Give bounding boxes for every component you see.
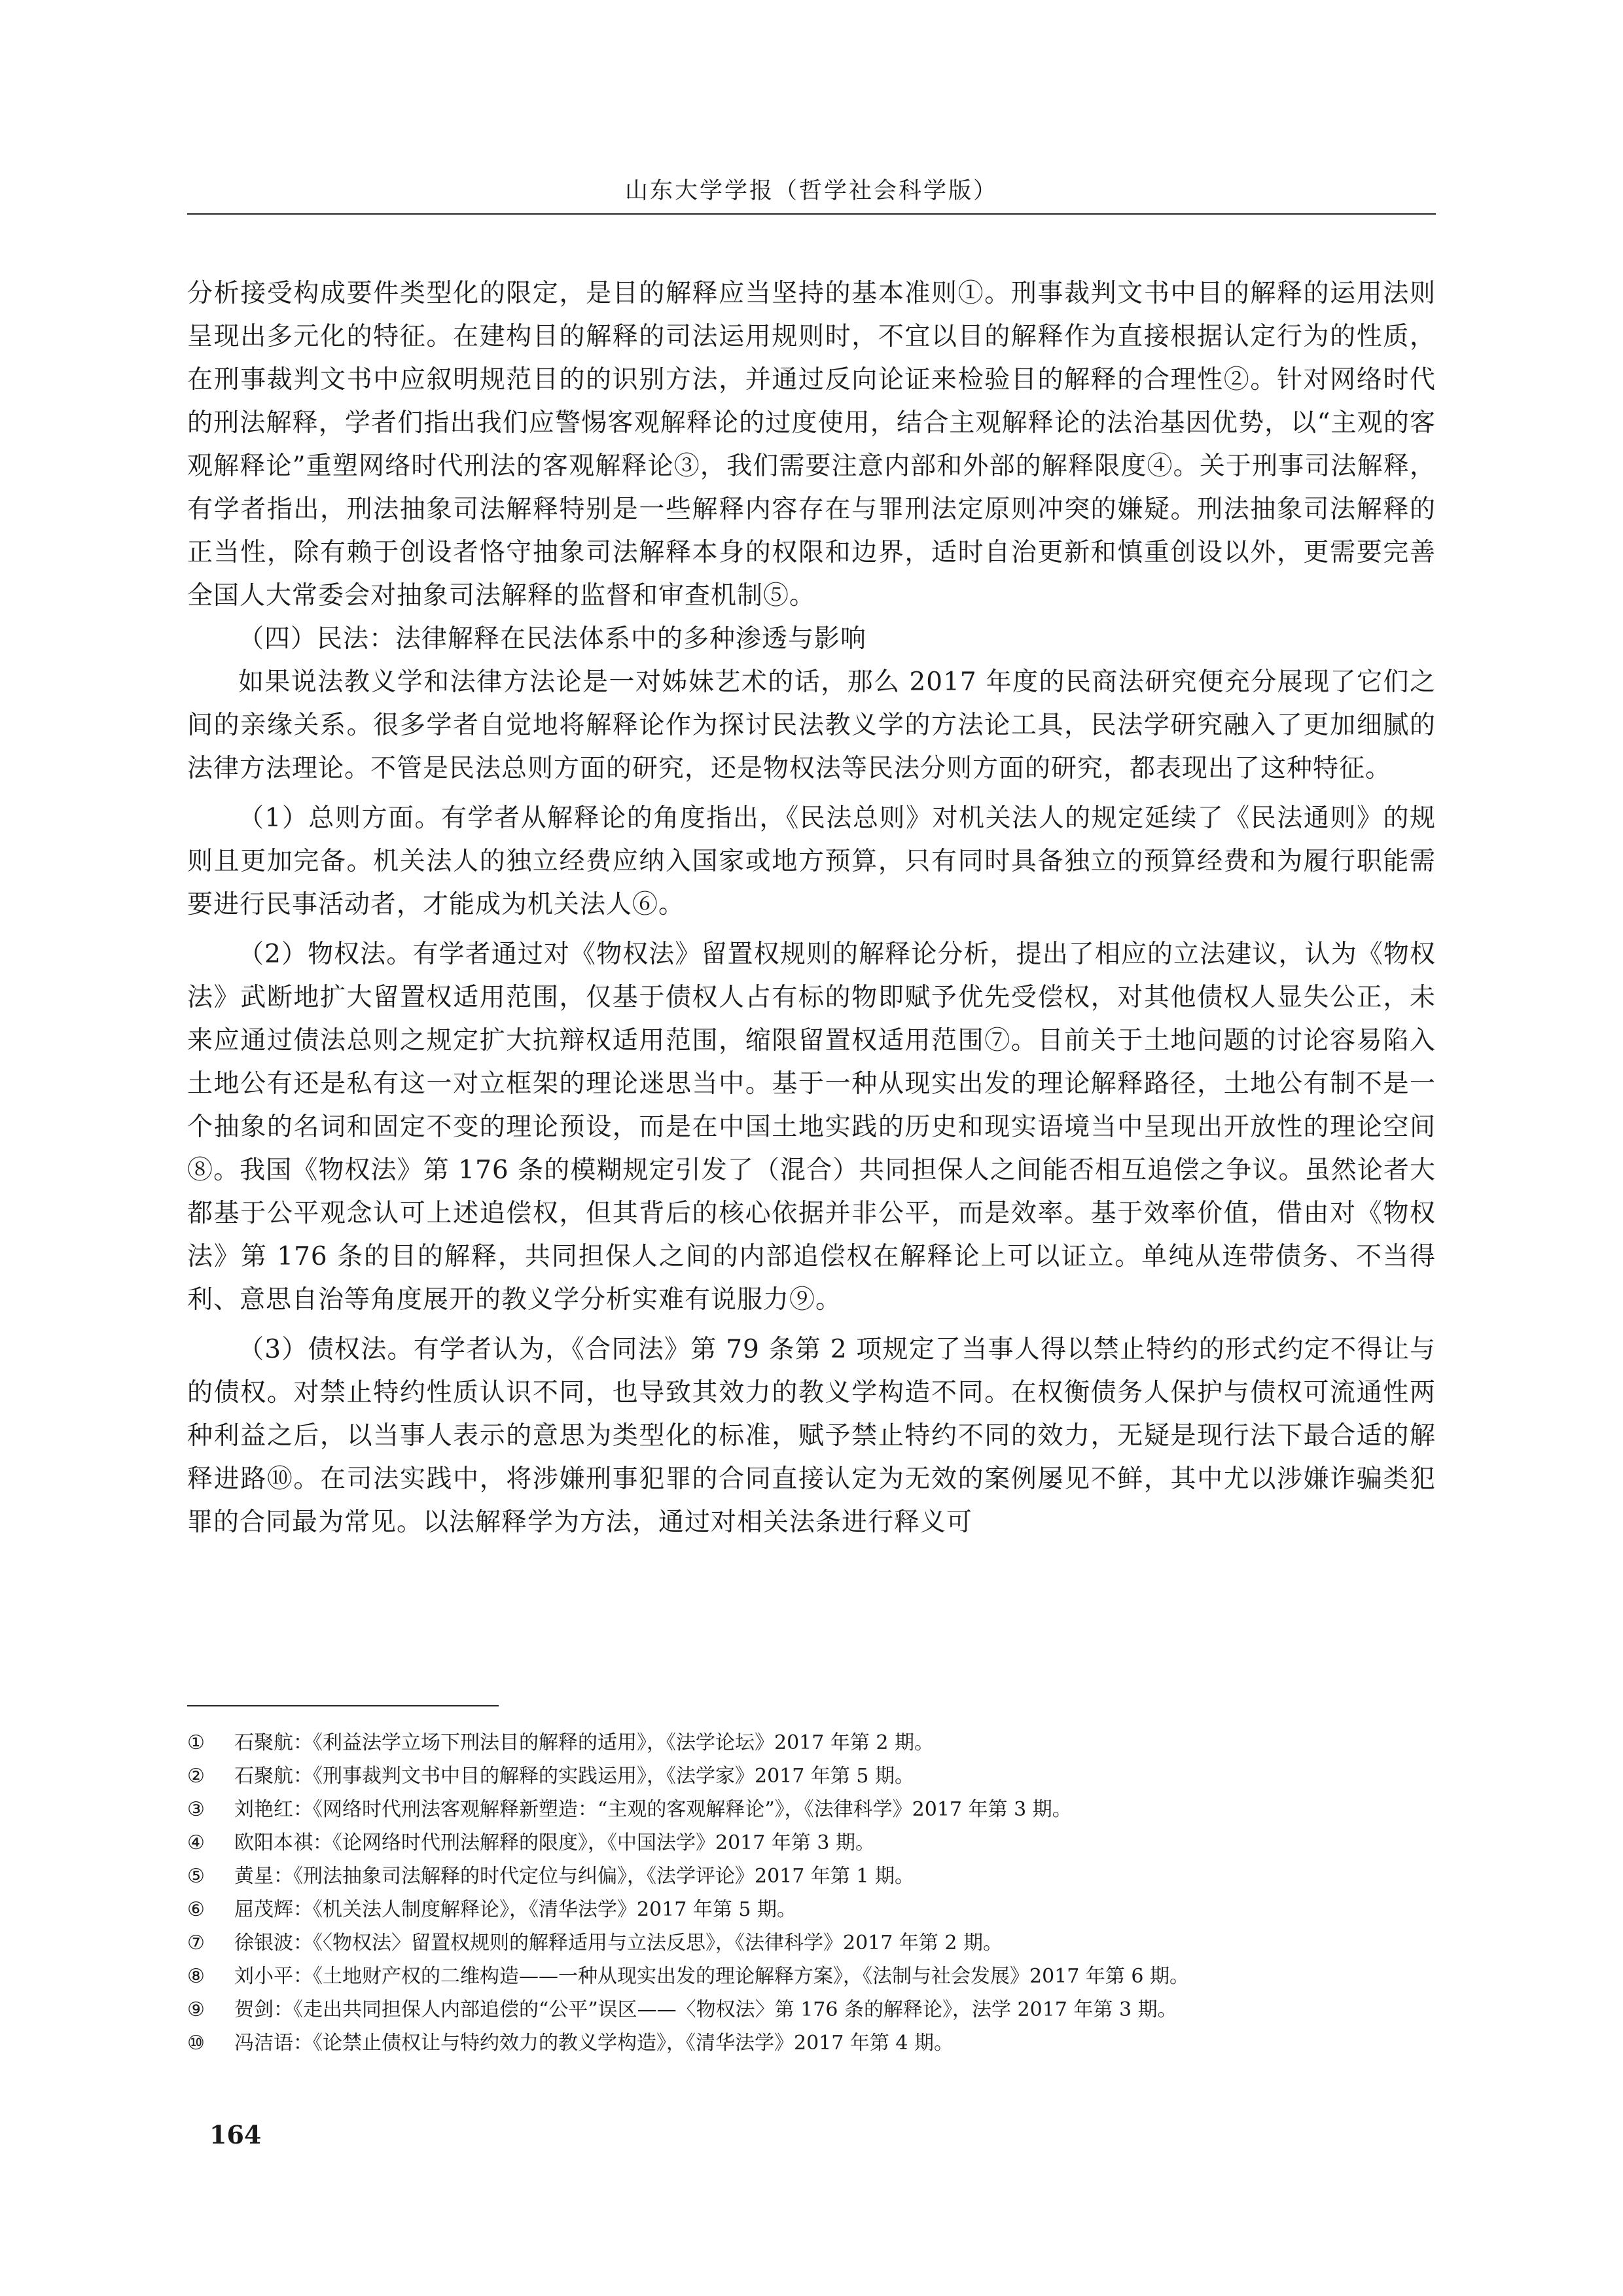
footnote [187,1860,1436,1893]
running-header: 山东大学学报（哲学社会科学版） [624,178,998,204]
footnote-marker: ② [187,1765,205,1788]
footnote-marker: ⑩ [187,2032,205,2055]
body-paragraph: 分析接受构成要件类型化的限定，是目的解释应当坚持的基本准则①。刑事裁判文书中目的解释的运用法则呈现出多元化的特征。在建构目的解释的司法运用规则时，不宜以目的解释作为直接根据认定行为的性质，在刑事裁判文书中应叙明规范目的的识别方法，并通过反向论证来检验目的解释的合理性②。针对网络时代的刑法解释，学者们指出我们应警惕客观解释论的过度使用，结合主观解释论的法治基因优势，以“主观的客观解释论”重塑网络时代刑法的客观解释论③，我们需要注意内部和外部的解释限度④。关于刑事司法解释，有学者指出，刑法抽象司法解释特别是一些解释内容存在与罪刑法定原则冲突的嫌疑。刑法抽象司法解释的正当性，除有赖于创设者恪守抽象司法解释本身的权限和边界，适时自治更新和慎重创设以外，更需要完善全国人大常委会对抽象司法解释的监督和审查机制⑤。 [187,279,1436,610]
body-paragraph: 如果说法教义学和法律方法论是一对姊妹艺术的话，那么 2017 年度的民商法研究便充分展现了它们之间的亲缘关系。很多学者自觉地将解释论作为探讨民法教义学的方法论工具，民法学研究融入了更加细腻的法律方法理论。不管是民法总则方面的研究，还是物权法等民法分则方面的研究，都表现出了这种特征。 [187,667,1436,783]
footnote-marker: ④ [187,1831,205,1854]
footnote [187,1726,1436,1759]
header-rule [187,213,1436,215]
footnote-text: 欧阳本祺：《论网络时代刑法解释的限度》，《中国法学》2017 年第 3 期。 [234,1831,876,1854]
footnote-text: 徐银波：《〈物权法〉留置权规则的解释适用与立法反思》，《法律科学》2017 年第 2 期。 [234,1932,1003,1954]
body-paragraph: （2）物权法。有学者通过对《物权法》留置权规则的解释论分析，提出了相应的立法建议，认为《物权法》武断地扩大留置权适用范围，仅基于债权人占有标的物即赋予优先受偿权，对其他债权人显失公正，未来应通过债法总则之规定扩大抗辩权适用范围，缩限留置权适用范围⑦。目前关于土地问题的讨论容易陷入土地公有还是私有这一对立框架的理论迷思当中。基于一种从现实出发的理论解释路径，土地公有制不是一个抽象的名词和固定不变的理论预设，而是在中国土地实践的历史和现实语境当中呈现出开放性的理论空间⑧。我国《物权法》第 176 条的模糊规定引发了（混合）共同担保人之间能否相互追偿之争议。虽然论者大都基于公平观念认可上述追偿权，但其背后的核心依据并非公平，而是效率。基于效率价值，借由对《物权法》第 176 条的目的解释，共同担保人之间的内部追偿权在解释论上可以证立。单纯从连带债务、不当得利、意思自治等角度展开的教义学分析实难有说服力⑨。 [187,940,1436,1315]
footnote-text: 黄星：《刑法抽象司法解释的时代定位与纠偏》，《法学评论》2017 年第 1 期。 [234,1865,915,1888]
body-paragraph: （3）债权法。有学者认为，《合同法》第 79 条第 2 项规定了当事人得以禁止特约的形式约定不得让与的债权。对禁止特约性质认识不同，也导致其效力的教义学构造不同。在权衡债务人保护与债权可流通性两种利益之后，以当事人表示的意思为类型化的标准，赋予禁止特约不同的效力，无疑是现行法下最合适的解释进路⑩。在司法实践中，将涉嫌刑事犯罪的合同直接认定为无效的案例屡见不鲜，其中尤以涉嫌诈骗类犯罪的合同最为常见。以法解释学为方法，通过对相关法条进行释义可 [187,1335,1436,1537]
footnote-rule [187,1705,499,1706]
footnote-text: 贺剑：《走出共同担保人内部追偿的“公平”误区——〈物权法〉第 176 条的解释论》，法学 2017 年第 3 期。 [234,1998,1177,2021]
footnote-marker: ⑨ [187,1998,205,2021]
footnote [187,1759,1436,1793]
footnote-text: 冯洁语：《论禁止债权让与特约效力的教义学构造》，《清华法学》2017 年第 4 期。 [234,2032,954,2055]
footnote-marker: ⑥ [187,1898,205,1921]
footnote-list [187,1726,1436,2060]
section-heading: （四）民法：法律解释在民法体系中的多种渗透与影响 [238,624,867,654]
footnote [187,1960,1436,1993]
footnote [187,1793,1436,1826]
footnote-marker: ③ [187,1798,205,1821]
footnote-marker: ⑤ [187,1865,205,1888]
body-text [187,272,1436,1544]
footnote-text: 刘小平：《土地财产权的二维构造——一种从现实出发的理论解释方案》，《法制与社会发展》2017 年第 6 期。 [234,1965,1190,1988]
footnote [187,1826,1436,1860]
page-number: 164 [209,2120,262,2149]
footnote-text: 刘艳红：《网络时代刑法客观解释新塑造：“主观的客观解释论”》，《法律科学》2017 年第 3 期。 [234,1798,1072,1821]
footnote-text: 屈茂辉：《机关法人制度解释论》，《清华法学》2017 年第 5 期。 [234,1898,797,1921]
footnote-text: 石聚航：《刑事裁判文书中目的解释的实践运用》，《法学家》2017 年第 5 期。 [234,1765,915,1788]
footnote [187,1926,1436,1960]
footnote-text: 石聚航：《利益法学立场下刑法目的解释的适用》，《法学论坛》2017 年第 2 期。 [234,1731,935,1754]
footnote-marker: ① [187,1731,205,1754]
footnote-marker: ⑦ [187,1932,205,1954]
footnote [187,1893,1436,1926]
footnote [187,2026,1436,2060]
footnote [187,1993,1436,2026]
footnote-marker: ⑧ [187,1965,205,1988]
body-paragraph: （1）总则方面。有学者从解释论的角度指出，《民法总则》对机关法人的规定延续了《民法通则》的规则且更加完备。机关法人的独立经费应纳入国家或地方预算，只有同时具备独立的预算经费和为履行职能需要进行民事活动者，才能成为机关法人⑥。 [187,804,1436,919]
